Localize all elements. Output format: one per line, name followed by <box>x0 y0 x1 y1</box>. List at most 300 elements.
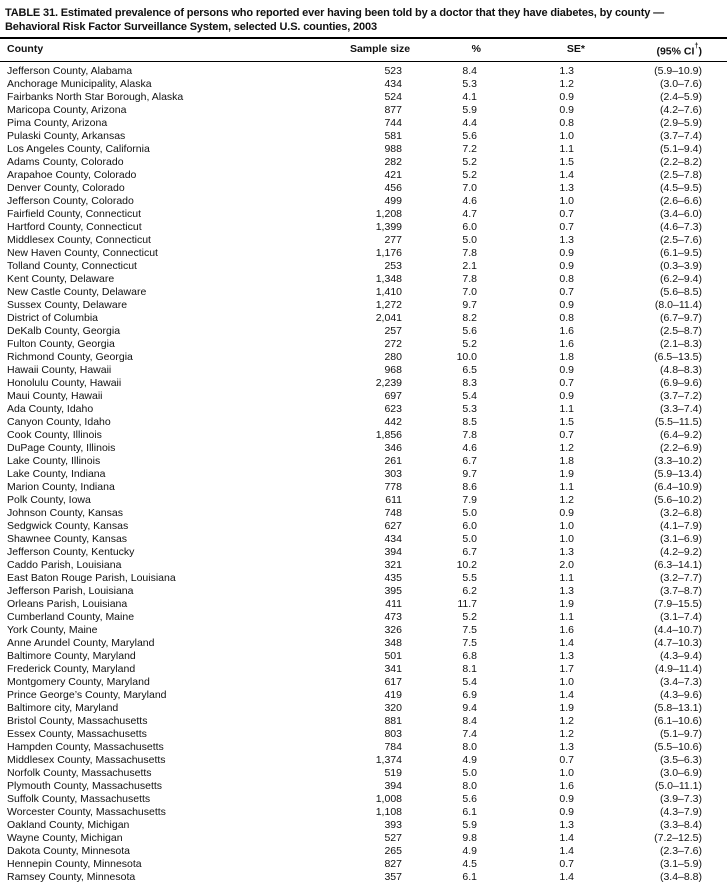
cell-percent: 6.8 <box>462 649 477 662</box>
cell-sample-size: 442 <box>384 415 402 428</box>
cell-ci: (2.5–7.6) <box>659 233 702 246</box>
cell-county: Richmond County, Georgia <box>7 350 133 363</box>
cell-se: 0.7 <box>559 207 574 220</box>
cell-county: Norfolk County, Massachusetts <box>7 766 152 779</box>
table-row <box>0 858 727 871</box>
table-row <box>0 169 727 182</box>
cell-sample-size: 1,856 <box>375 428 402 441</box>
cell-percent: 7.0 <box>462 285 477 298</box>
cell-county: Hennepin County, Minnesota <box>7 857 142 870</box>
cell-se: 1.2 <box>559 493 574 506</box>
table-row <box>0 182 727 195</box>
cell-percent: 6.2 <box>462 584 477 597</box>
table-row <box>0 312 727 325</box>
table-row <box>0 481 727 494</box>
cell-sample-size: 827 <box>384 857 402 870</box>
cell-county: Middlesex County, Massachusetts <box>7 753 166 766</box>
cell-percent: 5.6 <box>462 129 477 142</box>
table-row <box>0 273 727 286</box>
cell-ci: (3.1–6.9) <box>659 532 702 545</box>
cell-se: 1.0 <box>559 766 574 779</box>
cell-ci: (2.3–7.6) <box>659 844 702 857</box>
cell-percent: 8.4 <box>462 714 477 727</box>
cell-ci: (6.2–9.4) <box>659 272 702 285</box>
cell-sample-size: 419 <box>384 688 402 701</box>
cell-county: New Castle County, Delaware <box>7 285 147 298</box>
cell-percent: 5.2 <box>462 610 477 623</box>
cell-county: Polk County, Iowa <box>7 493 91 506</box>
cell-percent: 5.9 <box>462 103 477 116</box>
cell-se: 0.9 <box>559 389 574 402</box>
cell-se: 0.8 <box>559 116 574 129</box>
cell-county: DuPage County, Illinois <box>7 441 116 454</box>
cell-percent: 7.4 <box>462 727 477 740</box>
cell-sample-size: 1,176 <box>375 246 402 259</box>
cell-county: Maricopa County, Arizona <box>7 103 127 116</box>
cell-sample-size: 1,374 <box>375 753 402 766</box>
cell-ci: (2.6–6.6) <box>659 194 702 207</box>
table-row <box>0 104 727 117</box>
table-row <box>0 130 727 143</box>
cell-sample-size: 1,348 <box>375 272 402 285</box>
cell-county: Baltimore city, Maryland <box>7 701 119 714</box>
cell-sample-size: 473 <box>384 610 402 623</box>
cell-ci: (5.9–13.4) <box>654 467 702 480</box>
cell-county: East Baton Rouge Parish, Louisiana <box>7 571 176 584</box>
cell-se: 0.7 <box>559 428 574 441</box>
cell-ci: (4.3–9.6) <box>659 688 702 701</box>
cell-county: Wayne County, Michigan <box>7 831 123 844</box>
cell-percent: 7.9 <box>462 493 477 506</box>
cell-ci: (4.3–9.4) <box>659 649 702 662</box>
table-row <box>0 377 727 390</box>
cell-percent: 5.2 <box>462 155 477 168</box>
cell-percent: 10.0 <box>456 350 477 363</box>
cell-percent: 5.0 <box>462 233 477 246</box>
cell-sample-size: 1,008 <box>375 792 402 805</box>
cell-ci: (3.4–7.3) <box>659 675 702 688</box>
cell-ci: (5.9–10.9) <box>654 64 702 77</box>
cell-ci: (7.9–15.5) <box>654 597 702 610</box>
cell-percent: 5.6 <box>462 792 477 805</box>
cell-ci: (5.6–8.5) <box>659 285 702 298</box>
cell-percent: 6.7 <box>462 545 477 558</box>
cell-percent: 6.5 <box>462 363 477 376</box>
table-header <box>0 38 727 61</box>
cell-county: Oakland County, Michigan <box>7 818 130 831</box>
cell-percent: 5.4 <box>462 389 477 402</box>
table-row <box>0 494 727 507</box>
cell-percent: 5.5 <box>462 571 477 584</box>
cell-sample-size: 501 <box>384 649 402 662</box>
cell-sample-size: 326 <box>384 623 402 636</box>
cell-county: Fairfield County, Connecticut <box>7 207 142 220</box>
table-row <box>0 91 727 104</box>
cell-county: Plymouth County, Massachusetts <box>7 779 163 792</box>
cell-sample-size: 617 <box>384 675 402 688</box>
table-row <box>0 338 727 351</box>
cell-se: 2.0 <box>559 558 574 571</box>
cell-county: Middlesex County, Connecticut <box>7 233 151 246</box>
table-row <box>0 741 727 754</box>
cell-percent: 4.9 <box>462 753 477 766</box>
table-row <box>0 221 727 234</box>
cell-sample-size: 877 <box>384 103 402 116</box>
cell-county: Anne Arundel County, Maryland <box>7 636 155 649</box>
table-row <box>0 871 727 884</box>
cell-se: 1.3 <box>559 818 574 831</box>
table-row <box>0 195 727 208</box>
table-row <box>0 260 727 273</box>
cell-county: Suffolk County, Massachusetts <box>7 792 151 805</box>
cell-ci: (2.2–8.2) <box>659 155 702 168</box>
cell-percent: 5.6 <box>462 324 477 337</box>
cell-county: Bristol County, Massachusetts <box>7 714 148 727</box>
cell-se: 0.8 <box>559 272 574 285</box>
table-row <box>0 455 727 468</box>
cell-percent: 4.6 <box>462 194 477 207</box>
table-row <box>0 715 727 728</box>
cell-county: Frederick County, Maryland <box>7 662 136 675</box>
cell-se: 1.0 <box>559 519 574 532</box>
cell-se: 0.9 <box>559 792 574 805</box>
cell-ci: (3.5–6.3) <box>659 753 702 766</box>
cell-se: 1.9 <box>559 701 574 714</box>
table-row <box>0 598 727 611</box>
cell-sample-size: 2,239 <box>375 376 402 389</box>
cell-sample-size: 393 <box>384 818 402 831</box>
cell-county: Baltimore County, Maryland <box>7 649 136 662</box>
cell-se: 1.8 <box>559 350 574 363</box>
cell-ci: (6.1–9.5) <box>659 246 702 259</box>
cell-se: 1.3 <box>559 545 574 558</box>
cell-county: Cumberland County, Maine <box>7 610 135 623</box>
cell-sample-size: 968 <box>384 363 402 376</box>
table-row <box>0 754 727 767</box>
cell-percent: 6.1 <box>462 870 477 883</box>
cell-ci: (3.2–7.7) <box>659 571 702 584</box>
cell-se: 1.8 <box>559 454 574 467</box>
cell-se: 1.2 <box>559 441 574 454</box>
cell-se: 0.9 <box>559 506 574 519</box>
cell-ci: (3.7–7.2) <box>659 389 702 402</box>
cell-ci: (4.2–7.6) <box>659 103 702 116</box>
cell-percent: 8.1 <box>462 662 477 675</box>
cell-se: 1.3 <box>559 740 574 753</box>
cell-se: 1.0 <box>559 129 574 142</box>
cell-ci: (3.2–6.8) <box>659 506 702 519</box>
column-header-ci <box>585 38 727 61</box>
cell-county: Adams County, Colorado <box>7 155 124 168</box>
cell-percent: 6.1 <box>462 805 477 818</box>
cell-se: 1.4 <box>559 688 574 701</box>
cell-percent: 5.2 <box>462 337 477 350</box>
cell-se: 1.1 <box>559 142 574 155</box>
cell-sample-size: 778 <box>384 480 402 493</box>
cell-percent: 8.4 <box>462 64 477 77</box>
cell-county: Hartford County, Connecticut <box>7 220 142 233</box>
cell-percent: 4.5 <box>462 857 477 870</box>
cell-sample-size: 357 <box>384 870 402 883</box>
cell-ci: (0.3–3.9) <box>659 259 702 272</box>
table-row <box>0 520 727 533</box>
table-row <box>0 416 727 429</box>
cell-county: Jefferson County, Colorado <box>7 194 134 207</box>
cell-county: Arapahoe County, Colorado <box>7 168 137 181</box>
cell-percent: 4.7 <box>462 207 477 220</box>
table-row <box>0 208 727 221</box>
cell-sample-size: 320 <box>384 701 402 714</box>
cell-ci: (6.3–14.1) <box>654 558 702 571</box>
cell-se: 0.9 <box>559 805 574 818</box>
cell-percent: 8.0 <box>462 740 477 753</box>
cell-percent: 5.2 <box>462 168 477 181</box>
cell-se: 1.3 <box>559 64 574 77</box>
cell-se: 1.9 <box>559 467 574 480</box>
column-header-se: SE* <box>481 38 585 61</box>
cell-se: 1.9 <box>559 597 574 610</box>
cell-se: 1.3 <box>559 181 574 194</box>
cell-sample-size: 277 <box>384 233 402 246</box>
cell-county: Jefferson County, Kentucky <box>7 545 135 558</box>
column-header-sample-size: Sample size <box>340 38 420 61</box>
cell-ci: (4.1–7.9) <box>659 519 702 532</box>
cell-percent: 8.0 <box>462 779 477 792</box>
cell-sample-size: 697 <box>384 389 402 402</box>
cell-se: 1.4 <box>559 636 574 649</box>
cell-percent: 7.5 <box>462 623 477 636</box>
cell-county: Hampden County, Massachusetts <box>7 740 164 753</box>
table-title <box>0 6 727 34</box>
cell-ci: (3.1–5.9) <box>659 857 702 870</box>
cell-ci: (3.0–6.9) <box>659 766 702 779</box>
cell-sample-size: 394 <box>384 545 402 558</box>
cell-se: 0.9 <box>559 298 574 311</box>
cell-se: 0.9 <box>559 103 574 116</box>
table-row <box>0 351 727 364</box>
cell-se: 0.7 <box>559 285 574 298</box>
cell-percent: 8.3 <box>462 376 477 389</box>
table-row <box>0 650 727 663</box>
cell-county: Los Angeles County, California <box>7 142 150 155</box>
cell-se: 1.3 <box>559 584 574 597</box>
cell-se: 1.4 <box>559 870 574 883</box>
cell-sample-size: 265 <box>384 844 402 857</box>
cell-se: 1.2 <box>559 77 574 90</box>
cell-ci: (3.4–6.0) <box>659 207 702 220</box>
cell-county: Marion County, Indiana <box>7 480 115 493</box>
table-row <box>0 780 727 793</box>
cell-county: Sussex County, Delaware <box>7 298 128 311</box>
table-title-line2: Behavioral Risk Factor Surveillance System, selected U.S. counties, 2003 <box>5 21 377 33</box>
cell-sample-size: 1,399 <box>375 220 402 233</box>
table-header-row <box>0 38 727 61</box>
cell-ci: (5.6–10.2) <box>654 493 702 506</box>
cell-sample-size: 784 <box>384 740 402 753</box>
cell-county: Lake County, Indiana <box>7 467 106 480</box>
cell-percent: 5.0 <box>462 766 477 779</box>
cell-ci: (5.1–9.7) <box>659 727 702 740</box>
cell-county: Prince George’s County, Maryland <box>7 688 167 701</box>
cell-sample-size: 519 <box>384 766 402 779</box>
cell-sample-size: 394 <box>384 779 402 792</box>
cell-sample-size: 1,272 <box>375 298 402 311</box>
cell-county: Pima County, Arizona <box>7 116 108 129</box>
cell-county: Worcester County, Massachusetts <box>7 805 166 818</box>
cell-sample-size: 282 <box>384 155 402 168</box>
cell-se: 0.8 <box>559 311 574 324</box>
cell-county: Johnson County, Kansas <box>7 506 123 519</box>
cell-sample-size: 803 <box>384 727 402 740</box>
dagger-footnote-symbol: † <box>694 41 699 50</box>
cell-sample-size: 321 <box>384 558 402 571</box>
cell-se: 0.9 <box>559 259 574 272</box>
cell-sample-size: 257 <box>384 324 402 337</box>
cell-percent: 8.5 <box>462 415 477 428</box>
cell-ci: (2.9–5.9) <box>659 116 702 129</box>
table-row <box>0 429 727 442</box>
cell-percent: 5.3 <box>462 77 477 90</box>
cell-county: Denver County, Colorado <box>7 181 125 194</box>
cell-percent: 6.7 <box>462 454 477 467</box>
cell-se: 1.4 <box>559 831 574 844</box>
cell-percent: 9.8 <box>462 831 477 844</box>
cell-ci: (6.4–10.9) <box>654 480 702 493</box>
cell-ci: (3.9–7.3) <box>659 792 702 805</box>
cell-se: 1.3 <box>559 649 574 662</box>
cell-ci: (6.4–9.2) <box>659 428 702 441</box>
table-row <box>0 832 727 845</box>
cell-se: 1.7 <box>559 662 574 675</box>
cell-sample-size: 523 <box>384 64 402 77</box>
cell-ci: (3.7–7.4) <box>659 129 702 142</box>
cell-sample-size: 348 <box>384 636 402 649</box>
table-row <box>0 611 727 624</box>
cell-county: Cook County, Illinois <box>7 428 102 441</box>
cell-ci: (7.2–12.5) <box>654 831 702 844</box>
cell-county: DeKalb County, Georgia <box>7 324 121 337</box>
cell-ci: (2.1–8.3) <box>659 337 702 350</box>
cell-percent: 7.8 <box>462 272 477 285</box>
cell-se: 1.5 <box>559 155 574 168</box>
cell-se: 1.4 <box>559 844 574 857</box>
table-row <box>0 624 727 637</box>
cell-ci: (4.4–10.7) <box>654 623 702 636</box>
cell-percent: 7.5 <box>462 636 477 649</box>
cell-ci: (6.9–9.6) <box>659 376 702 389</box>
cell-percent: 6.0 <box>462 519 477 532</box>
cell-se: 1.1 <box>559 610 574 623</box>
cell-ci: (8.0–11.4) <box>654 298 702 311</box>
cell-sample-size: 421 <box>384 168 402 181</box>
cell-ci: (5.1–9.4) <box>659 142 702 155</box>
cell-sample-size: 272 <box>384 337 402 350</box>
cell-ci: (5.5–11.5) <box>654 415 702 428</box>
table-row <box>0 806 727 819</box>
table-row <box>0 442 727 455</box>
table-row <box>0 234 727 247</box>
cell-percent: 9.4 <box>462 701 477 714</box>
cell-county: Caddo Parish, Louisiana <box>7 558 122 571</box>
cell-county: Tolland County, Connecticut <box>7 259 137 272</box>
cell-percent: 4.6 <box>462 441 477 454</box>
cell-sample-size: 524 <box>384 90 402 103</box>
cell-se: 1.0 <box>559 532 574 545</box>
table-row <box>0 533 727 546</box>
cell-ci: (5.5–10.6) <box>654 740 702 753</box>
table-row <box>0 845 727 858</box>
table-body <box>0 61 727 884</box>
cell-percent: 6.9 <box>462 688 477 701</box>
table-row <box>0 637 727 650</box>
cell-percent: 8.6 <box>462 480 477 493</box>
cell-county: Dakota County, Minnesota <box>7 844 130 857</box>
cell-sample-size: 435 <box>384 571 402 584</box>
cell-sample-size: 2,041 <box>375 311 402 324</box>
table-row <box>0 767 727 780</box>
cell-percent: 2.1 <box>462 259 477 272</box>
cell-se: 1.2 <box>559 727 574 740</box>
cell-ci: (4.2–9.2) <box>659 545 702 558</box>
table-row <box>0 559 727 572</box>
table-row <box>0 546 727 559</box>
cell-county: Fulton County, Georgia <box>7 337 115 350</box>
cell-sample-size: 527 <box>384 831 402 844</box>
cell-county: Montgomery County, Maryland <box>7 675 150 688</box>
cell-county: Fairbanks North Star Borough, Alaska <box>7 90 184 103</box>
cell-percent: 5.9 <box>462 818 477 831</box>
cell-percent: 7.0 <box>462 181 477 194</box>
cell-percent: 9.7 <box>462 467 477 480</box>
table-row <box>0 676 727 689</box>
cell-se: 1.6 <box>559 337 574 350</box>
cell-sample-size: 1,410 <box>375 285 402 298</box>
cell-percent: 11.7 <box>457 597 477 610</box>
table-title-line1: TABLE 31. Estimated prevalence of persons who reported ever having been told by a doctor that they have diabetes, by county — <box>5 7 664 19</box>
table-row <box>0 585 727 598</box>
cell-percent: 5.0 <box>462 532 477 545</box>
cell-county: Maui County, Hawaii <box>7 389 103 402</box>
cell-se: 0.9 <box>559 246 574 259</box>
cell-sample-size: 1,208 <box>375 207 402 220</box>
cell-ci: (4.3–7.9) <box>659 805 702 818</box>
cell-percent: 7.2 <box>462 142 477 155</box>
cell-sample-size: 627 <box>384 519 402 532</box>
cell-county: District of Columbia <box>7 311 99 324</box>
cell-ci: (5.0–11.1) <box>654 779 702 792</box>
cell-se: 1.1 <box>559 480 574 493</box>
cell-percent: 5.3 <box>462 402 477 415</box>
cell-county: Sedgwick County, Kansas <box>7 519 129 532</box>
ci-header-text: (95% CI <box>656 45 695 58</box>
cell-se: 0.9 <box>559 363 574 376</box>
cell-county: Honolulu County, Hawaii <box>7 376 122 389</box>
cell-ci: (3.1–7.4) <box>659 610 702 623</box>
cell-percent: 4.1 <box>462 90 477 103</box>
cell-sample-size: 1,108 <box>375 805 402 818</box>
cell-se: 1.0 <box>559 675 574 688</box>
cell-sample-size: 434 <box>384 77 402 90</box>
cell-ci: (4.8–8.3) <box>659 363 702 376</box>
table-row <box>0 403 727 416</box>
cell-county: Shawnee County, Kansas <box>7 532 128 545</box>
cell-sample-size: 623 <box>384 402 402 415</box>
table-row <box>0 61 727 78</box>
cell-county: Ramsey County, Minnesota <box>7 870 136 883</box>
table-row <box>0 78 727 91</box>
table-row <box>0 325 727 338</box>
cell-se: 0.7 <box>559 220 574 233</box>
